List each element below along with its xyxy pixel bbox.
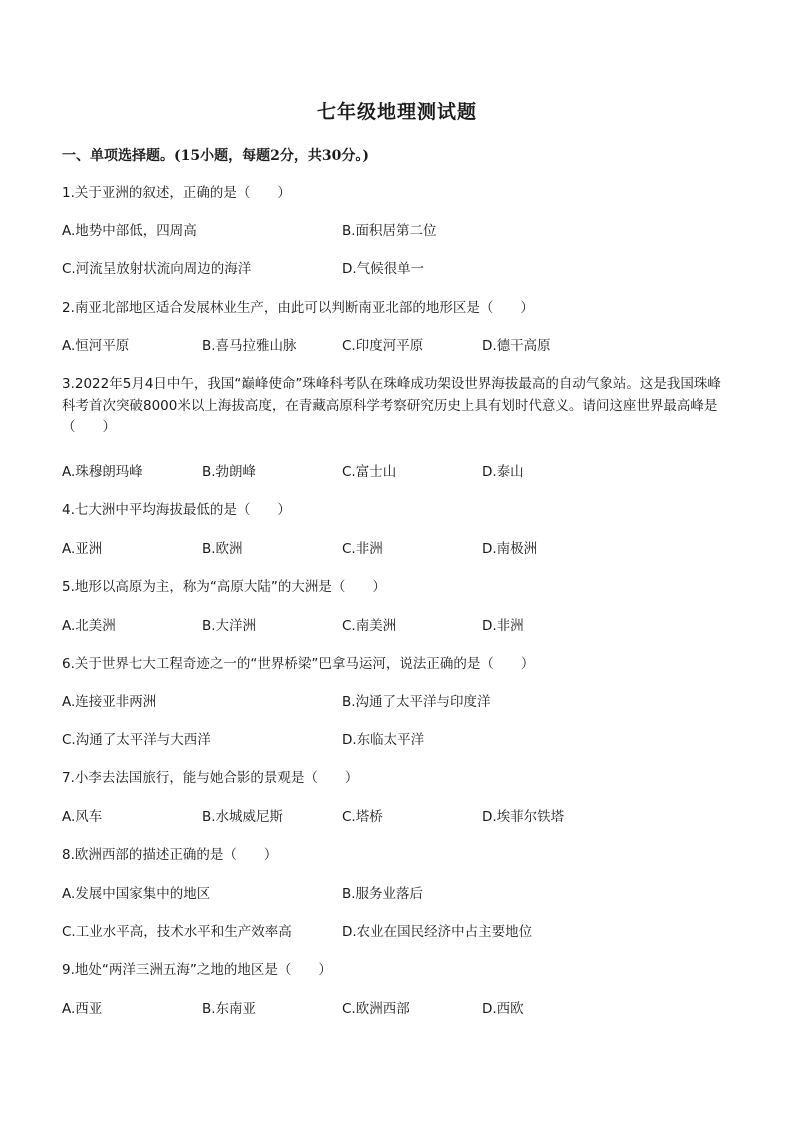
question-stem: 3.2022年5月4日中午，我国“巅峰使命”珠峰科考队在珠峰成功架设世界海拔最高的自动气象站。这是我国珠峰科考首次突破8000米以上海拔高度，在青藏高原科学考察研究历史上具有划时代意义。请问这座世界最高峰是（ ） bbox=[62, 376, 721, 435]
option-b: B.水城威尼斯 bbox=[202, 809, 284, 825]
option-b: B.沟通了太平洋与印度洋 bbox=[342, 694, 491, 710]
question-stem: 4.七大洲中平均海拔最低的是（ ） bbox=[62, 502, 291, 518]
question-stem: 2.南亚北部地区适合发展林业生产，由此可以判断南亚北部的地形区是（ ） bbox=[62, 300, 534, 316]
option-b: B.东南亚 bbox=[202, 1001, 257, 1017]
option-d: D.非洲 bbox=[482, 618, 524, 634]
option-a: A.北美洲 bbox=[62, 618, 116, 634]
question-stem: 1.关于亚洲的叙述，正确的是（ ） bbox=[62, 185, 291, 201]
options-row bbox=[62, 999, 732, 1020]
option-c: C.河流呈放射状流向周边的海洋 bbox=[62, 261, 252, 277]
page-title: 七年级地理测试题 bbox=[316, 101, 477, 123]
options-row bbox=[62, 259, 732, 280]
option-c: C.印度河平原 bbox=[342, 338, 424, 354]
option-a: A.恒河平原 bbox=[62, 338, 130, 354]
section-heading: 一、单项选择题。(15小题，每题2分，共30分。) bbox=[62, 148, 369, 164]
option-b: B.勃朗峰 bbox=[202, 464, 257, 480]
option-a: A.珠穆朗玛峰 bbox=[62, 464, 143, 480]
options-row bbox=[62, 221, 732, 242]
option-b: B.服务业落后 bbox=[342, 886, 424, 902]
option-b: B.欧洲 bbox=[202, 541, 243, 557]
question-stem: 5.地形以高原为主，称为“高原大陆”的大洲是（ ） bbox=[62, 579, 386, 595]
option-d: D.埃菲尔铁塔 bbox=[482, 809, 565, 825]
option-d: D.西欧 bbox=[482, 1001, 524, 1017]
option-c: C.富士山 bbox=[342, 464, 397, 480]
options-row bbox=[62, 462, 732, 483]
option-a: A.西亚 bbox=[62, 1001, 103, 1017]
option-c: C.欧洲西部 bbox=[342, 1001, 410, 1017]
option-b: B.面积居第二位 bbox=[342, 223, 437, 239]
option-c: C.工业水平高，技术水平和生产效率高 bbox=[62, 924, 292, 940]
options-row bbox=[62, 730, 732, 751]
option-d: D.德干高原 bbox=[482, 338, 551, 354]
option-a: A.地势中部低，四周高 bbox=[62, 223, 197, 239]
option-d: D.农业在国民经济中占主要地位 bbox=[342, 924, 533, 940]
option-c: C.塔桥 bbox=[342, 809, 383, 825]
options-row bbox=[62, 922, 732, 943]
option-c: C.非洲 bbox=[342, 541, 383, 557]
options-row bbox=[62, 692, 732, 713]
question-stem: 8.欧洲西部的描述正确的是（ ） bbox=[62, 847, 278, 863]
options-row bbox=[62, 539, 732, 560]
options-row bbox=[62, 616, 732, 637]
option-a: A.发展中国家集中的地区 bbox=[62, 886, 211, 902]
question-stem: 9.地处“两洋三洲五海”之地的地区是（ ） bbox=[62, 962, 332, 978]
option-b: B.大洋洲 bbox=[202, 618, 257, 634]
option-d: D.气候很单一 bbox=[342, 261, 425, 277]
option-c: C.南美洲 bbox=[342, 618, 397, 634]
question-stem: 6.关于世界七大工程奇迹之一的“世界桥梁”巴拿马运河，说法正确的是（ ） bbox=[62, 656, 535, 672]
option-a: A.风车 bbox=[62, 809, 103, 825]
options-row bbox=[62, 807, 732, 828]
option-a: A.亚洲 bbox=[62, 541, 103, 557]
option-c: C.沟通了太平洋与大西洋 bbox=[62, 732, 211, 748]
options-row bbox=[62, 884, 732, 905]
option-a: A.连接亚非两洲 bbox=[62, 694, 157, 710]
option-d: D.东临太平洋 bbox=[342, 732, 425, 748]
options-row bbox=[62, 336, 732, 357]
question-stem: 7.小李去法国旅行，能与她合影的景观是（ ） bbox=[62, 770, 359, 786]
option-b: B.喜马拉雅山脉 bbox=[202, 338, 297, 354]
option-d: D.泰山 bbox=[482, 464, 524, 480]
option-d: D.南极洲 bbox=[482, 541, 538, 557]
